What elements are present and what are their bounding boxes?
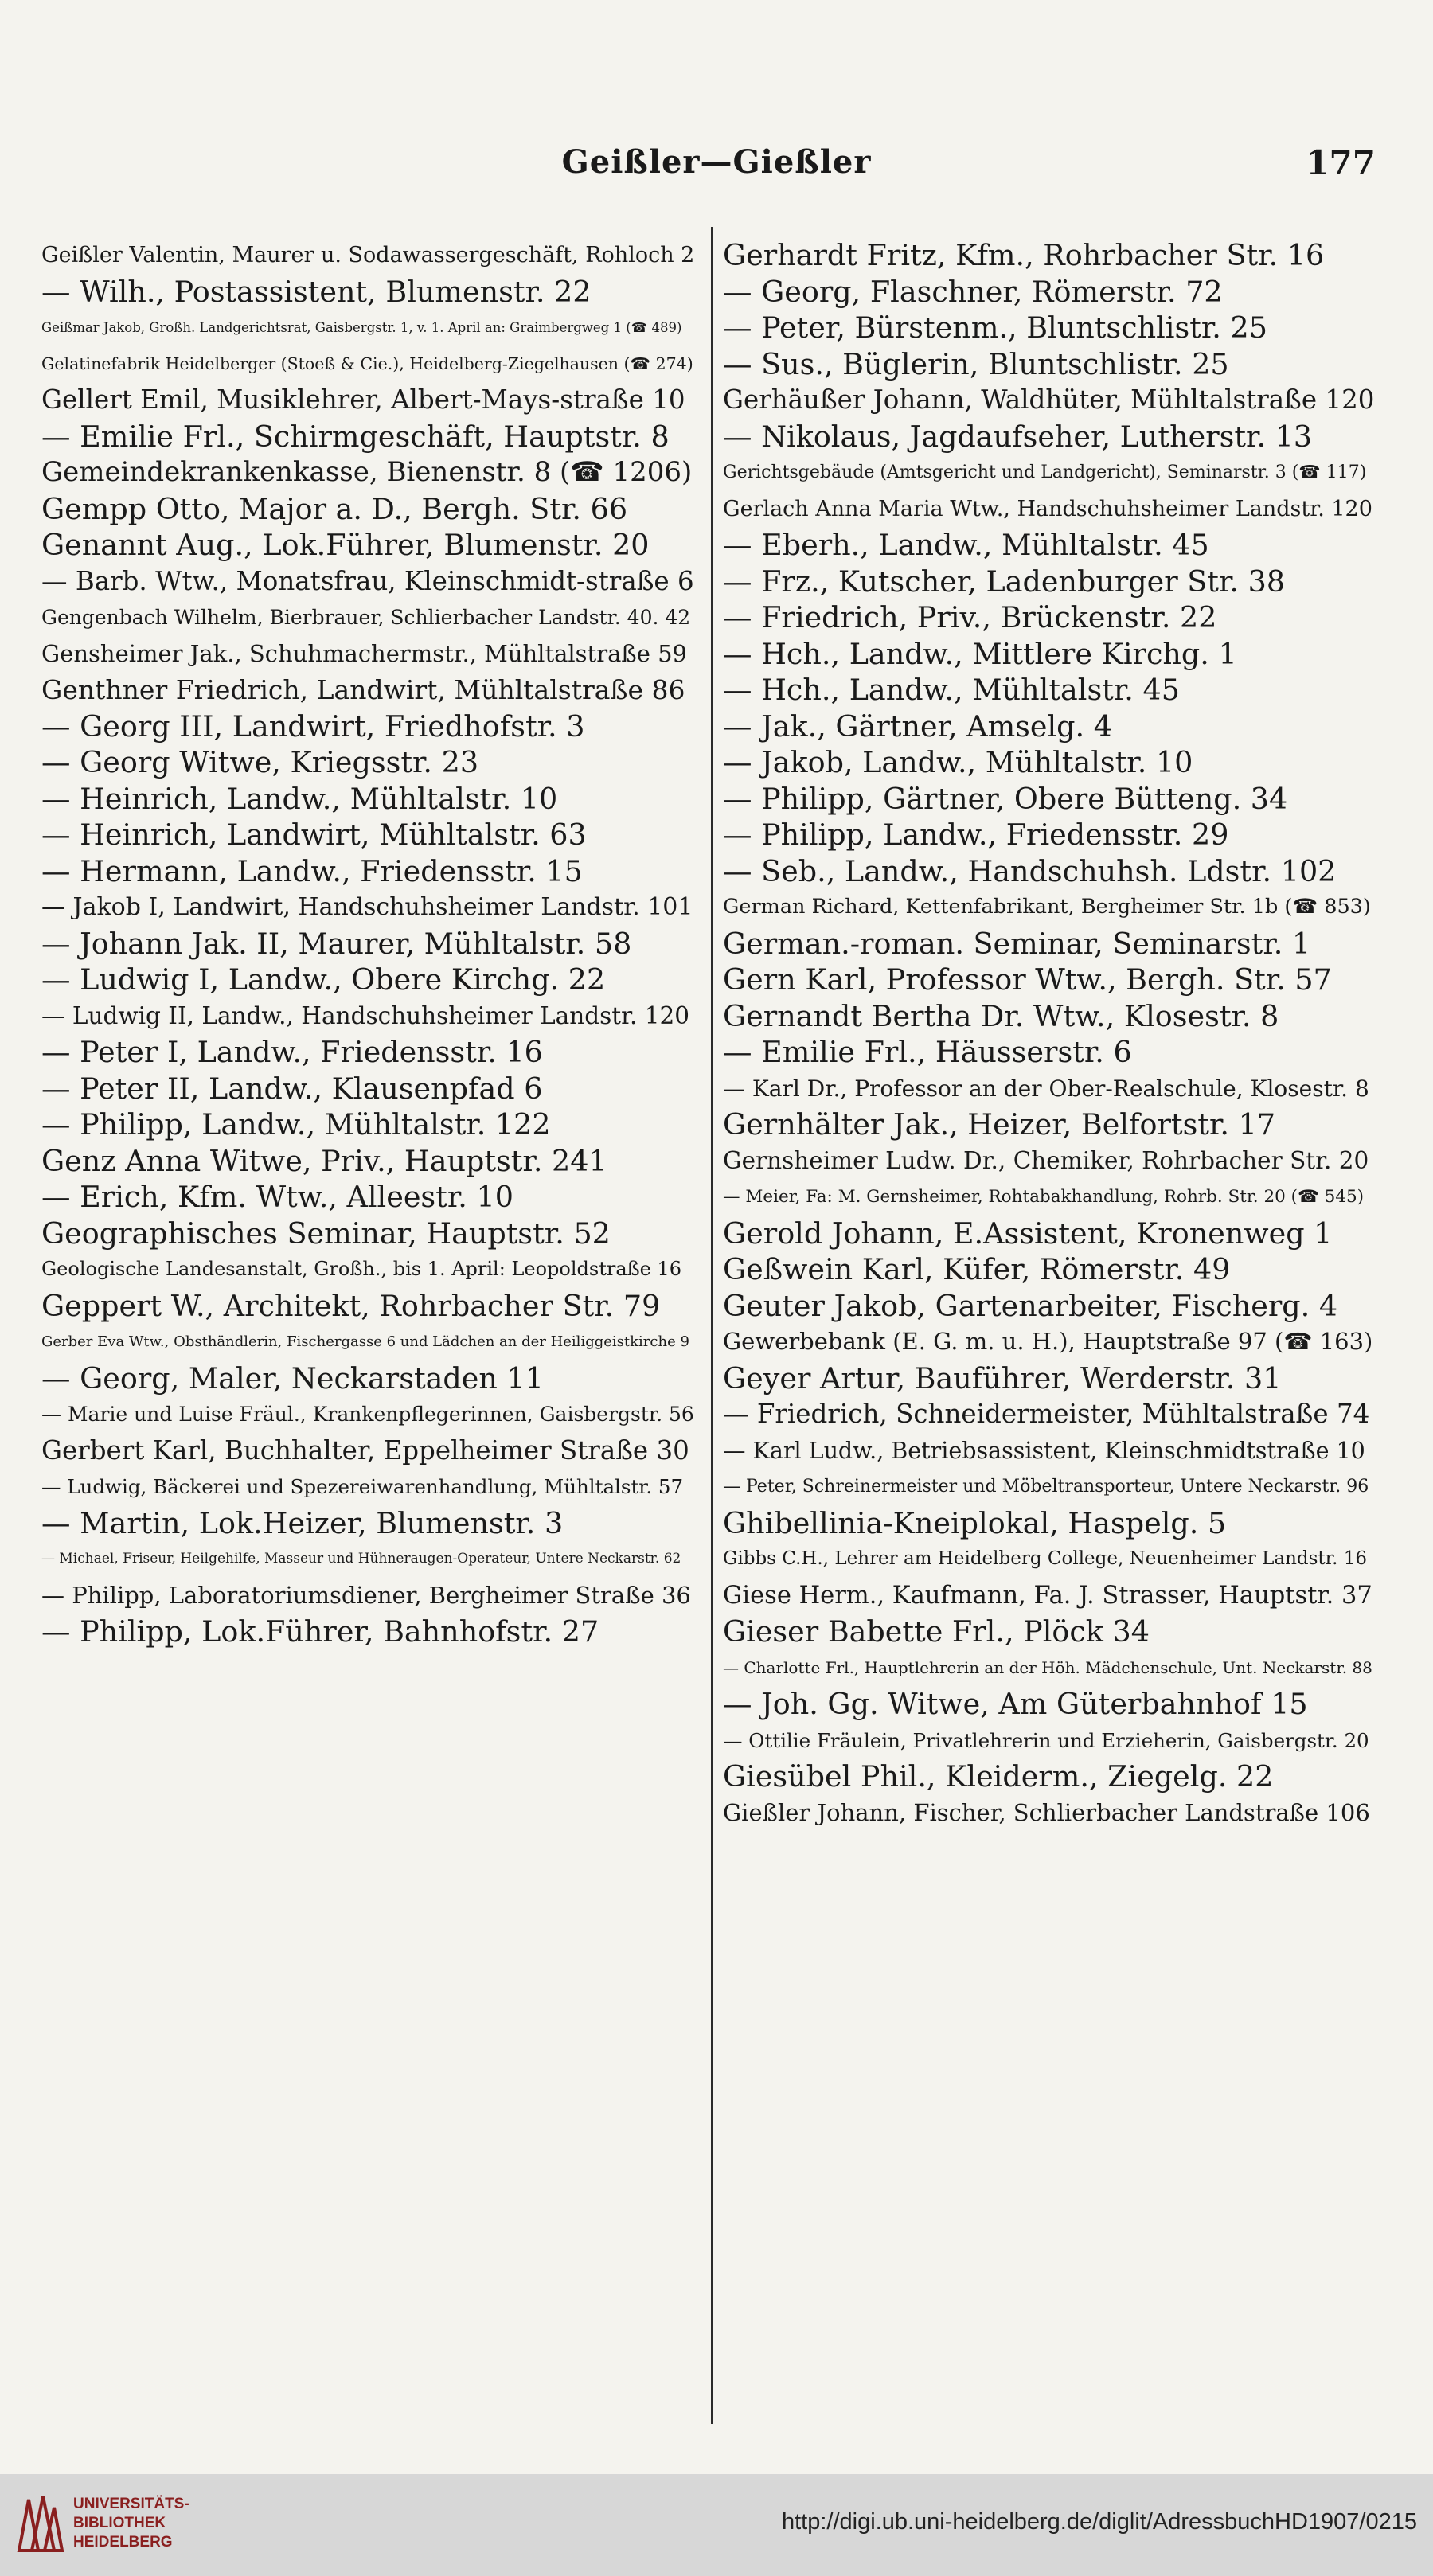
directory-entry: — Friedrich, Priv., Brückenstr. 22 (723, 600, 1217, 634)
directory-entry: Gempp Otto, Major a. D., Bergh. Str. 66 (41, 491, 628, 526)
directory-entry: — Hch., Landw., Mühltalstr. 45 (723, 673, 1180, 707)
directory-entry: — Ludwig II, Landw., Handschuhsheimer Landstr. 120 (41, 1001, 690, 1029)
directory-entry: — Michael, Friseur, Heilgehilfe, Masseur und Hühneraugen-Operateur, Untere Neckarstr. 62 (41, 1551, 681, 1567)
directory-entry: — Peter, Bürstenm., Bluntschlistr. 25 (723, 310, 1267, 345)
directory-entry: Ghibellinia-Kneiplokal, Haspelg. 5 (723, 1505, 1227, 1540)
directory-entry: — Peter II, Landw., Klausenpfad 6 (41, 1071, 543, 1106)
directory-entry: — Georg, Maler, Neckarstaden 11 (41, 1360, 544, 1395)
page-number: 177 (1306, 143, 1376, 182)
directory-entry: Gerlach Anna Maria Wtw., Handschuhsheimer Landstr. 120 (723, 496, 1372, 521)
directory-entry: — Georg III, Landwirt, Friedhofstr. 3 (41, 708, 585, 744)
directory-entry: — Erich, Kfm. Wtw., Alleestr. 10 (41, 1180, 513, 1214)
directory-entry: Geuter Jakob, Gartenarbeiter, Fischerg. 4 (723, 1288, 1338, 1323)
directory-entry: — Heinrich, Landw., Mühltalstr. 10 (41, 781, 558, 816)
directory-entry: — Karl Ludw., Betriebsassistent, Kleinschmidtstraße 10 (723, 1437, 1365, 1464)
directory-entry: Gerber Eva Wtw., Obsthändlerin, Fischergasse 6 und Lädchen an der Heiliggeistkirche 9 (41, 1333, 689, 1350)
directory-entry: — Eberh., Landw., Mühltalstr. 45 (723, 528, 1209, 562)
directory-entry: Gerold Johann, E.Assistent, Kronenweg 1 (723, 1216, 1333, 1251)
directory-entry: — Marie und Luise Fräul., Krankenpflegerinnen, Gaisbergstr. 56 (41, 1403, 694, 1426)
directory-entry: — Philipp, Landw., Friedensstr. 29 (723, 818, 1229, 852)
directory-entry: — Jakob, Landw., Mühltalstr. 10 (723, 745, 1193, 779)
directory-entry: — Barb. Wtw., Monatsfrau, Kleinschmidt-straße 6 (41, 565, 694, 596)
directory-entry: — Peter, Schreinermeister und Möbeltransporteur, Untere Neckarstr. 96 (723, 1477, 1369, 1497)
directory-entry: Giesübel Phil., Kleiderm., Ziegelg. 22 (723, 1759, 1274, 1793)
directory-entry: — Karl Dr., Professor an der Ober-Realschule, Klosestr. 8 (723, 1075, 1369, 1102)
directory-entry: — Charlotte Frl., Hauptlehrerin an der Höh. Mädchenschule, Unt. Neckarstr. 88 (723, 1657, 1372, 1677)
directory-entry: Giese Herm., Kaufmann, Fa. J. Strasser, Hauptstr. 37 (723, 1581, 1372, 1610)
directory-entry: German Richard, Kettenfabrikant, Bergheimer Str. 1b (☎ 853) (723, 895, 1371, 919)
directory-entry: Gießler Johann, Fischer, Schlierbacher Landstraße 106 (723, 1798, 1370, 1826)
directory-entry: — Emilie Frl., Häusserstr. 6 (723, 1035, 1132, 1069)
directory-entry: — Martin, Lok.Heizer, Blumenstr. 3 (41, 1505, 564, 1540)
directory-entry: Gellert Emil, Musiklehrer, Albert-Mays-straße 10 (41, 384, 685, 415)
directory-entry: Gernandt Bertha Dr. Wtw., Klosestr. 8 (723, 998, 1279, 1033)
directory-entry: Gieser Babette Frl., Plöck 34 (723, 1614, 1150, 1649)
directory-entry: — Ludwig I, Landw., Obere Kirchg. 22 (41, 962, 606, 997)
directory-entry: — Jakob I, Landwirt, Handschuhsheimer Landstr. 101 (41, 893, 693, 921)
directory-entry: Gern Karl, Professor Wtw., Bergh. Str. 57 (723, 962, 1332, 997)
directory-entry: Gelatinefabrik Heidelberger (Stoeß & Cie.), Heidelberg-Ziegelhausen (☎ 274) (41, 353, 693, 373)
directory-entry: — Emilie Frl., Schirmgeschäft, Hauptstr. 8 (41, 419, 670, 454)
directory-entry: — Johann Jak. II, Maurer, Mühltalstr. 58 (41, 926, 632, 961)
directory-entry: — Seb., Landw., Handschuhsh. Ldstr. 102 (723, 853, 1337, 888)
directory-entry: — Sus., Büglerin, Bluntschlistr. 25 (723, 346, 1229, 381)
directory-entry: — Jak., Gärtner, Amselg. 4 (723, 708, 1112, 744)
directory-entry: Gensheimer Jak., Schuhmachermstr., Mühltalstraße 59 (41, 639, 688, 667)
directory-entry: Gernhälter Jak., Heizer, Belfortstr. 17 (723, 1107, 1276, 1142)
library-logo-text (73, 2495, 189, 2552)
directory-entry: Geppert W., Architekt, Rohrbacher Str. 79 (41, 1288, 661, 1323)
column-divider (711, 227, 713, 2424)
directory-entry: Gewerbebank (E. G. m. u. H.), Hauptstraße 97 (☎ 163) (723, 1328, 1373, 1355)
directory-entry: Gibbs C.H., Lehrer am Heidelberg College, Neuenheimer Landstr. 16 (723, 1548, 1368, 1569)
directory-entry: — Georg, Flaschner, Römerstr. 72 (723, 274, 1223, 309)
library-logo-icon (14, 2492, 64, 2555)
directory-entry: Gengenbach Wilhelm, Bierbrauer, Schlierbacher Landstr. 40. 42 (41, 606, 691, 629)
directory-entry: — Peter I, Landw., Friedensstr. 16 (41, 1035, 543, 1069)
directory-entry: Geographisches Seminar, Hauptstr. 52 (41, 1216, 611, 1251)
logo-line: HEIDELBERG (73, 2534, 173, 2551)
left-column (41, 237, 694, 1650)
directory-entry: Genannt Aug., Lok.Führer, Blumenstr. 20 (41, 528, 650, 562)
directory-entry: Geißler Valentin, Maurer u. Sodawassergeschäft, Rohloch 2 (41, 243, 695, 267)
right-column (723, 237, 1376, 1831)
directory-entry: Gerhardt Fritz, Kfm., Rohrbacher Str. 16 (723, 238, 1325, 272)
directory-entry: Geyer Artur, Bauführer, Werderstr. 31 (723, 1360, 1282, 1395)
directory-entry: — Frz., Kutscher, Ladenburger Str. 38 (723, 564, 1286, 599)
directory-entry: Geologische Landesanstalt, Großh., bis 1. April: Leopoldstraße 16 (41, 1258, 682, 1280)
directory-entry: Gemeindekrankenkasse, Bienenstr. 8 (☎ 1206) (41, 456, 693, 488)
directory-entry: Gerbert Karl, Buchhalter, Eppelheimer Straße 30 (41, 1434, 689, 1466)
directory-entry: Gerichtsgebäude (Amtsgericht und Landgericht), Seminarstr. 3 (☎ 117) (723, 463, 1367, 482)
directory-entry: — Hermann, Landw., Friedensstr. 15 (41, 853, 583, 888)
directory-entry: Gernsheimer Ludw. Dr., Chemiker, Rohrbacher Str. 20 (723, 1146, 1369, 1174)
directory-entry: — Ottilie Fräulein, Privatlehrerin und Erzieherin, Gaisbergstr. 20 (723, 1728, 1369, 1752)
directory-entry: — Friedrich, Schneidermeister, Mühltalstraße 74 (723, 1399, 1370, 1429)
page-header-title: Geißler—Gießler (561, 143, 872, 181)
directory-entry: — Heinrich, Landwirt, Mühltalstr. 63 (41, 818, 587, 852)
directory-entry: — Wilh., Postassistent, Blumenstr. 22 (41, 274, 592, 309)
directory-entry: — Joh. Gg. Witwe, Am Güterbahnhof 15 (723, 1687, 1308, 1721)
directory-entry: — Philipp, Landw., Mühltalstr. 122 (41, 1107, 551, 1142)
logo-line: UNIVERSITÄTS- (73, 2496, 189, 2512)
directory-entry: Geßwein Karl, Küfer, Römerstr. 49 (723, 1252, 1231, 1286)
directory-entry: German.-roman. Seminar, Seminarstr. 1 (723, 926, 1311, 961)
directory-entry: Genz Anna Witwe, Priv., Hauptstr. 241 (41, 1143, 607, 1178)
directory-entry: — Nikolaus, Jagdaufseher, Lutherstr. 13 (723, 419, 1313, 454)
logo-line: BIBLIOTHEK (73, 2515, 166, 2531)
directory-entry: Gerhäußer Johann, Waldhüter, Mühltalstraße 120 (723, 384, 1375, 415)
directory-entry: — Hch., Landw., Mittlere Kirchg. 1 (723, 636, 1237, 671)
source-url-link[interactable]: http://digi.ub.uni-heidelberg.de/diglit/AdressbuchHD1907/0215 (781, 2509, 1417, 2535)
directory-entry: — Philipp, Lok.Führer, Bahnhofstr. 27 (41, 1614, 599, 1649)
directory-entry: — Philipp, Gärtner, Obere Bütteng. 34 (723, 781, 1288, 816)
directory-entry: — Georg Witwe, Kriegsstr. 23 (41, 745, 479, 779)
directory-entry: Geißmar Jakob, Großh. Landgerichtsrat, Gaisbergstr. 1, v. 1. April an: Graimbergweg 1 (☎ 489) (41, 320, 682, 335)
directory-entry: — Ludwig, Bäckerei und Spezereiwarenhandlung, Mühltalstr. 57 (41, 1475, 684, 1498)
directory-entry: — Meier, Fa: M. Gernsheimer, Rohtabakhandlung, Rohrb. Str. 20 (☎ 545) (723, 1187, 1365, 1207)
directory-entry: — Philipp, Laboratoriumsdiener, Bergheimer Straße 36 (41, 1581, 691, 1609)
directory-entry: Genthner Friedrich, Landwirt, Mühltalstraße 86 (41, 674, 685, 705)
footer-bar (0, 2474, 1433, 2576)
